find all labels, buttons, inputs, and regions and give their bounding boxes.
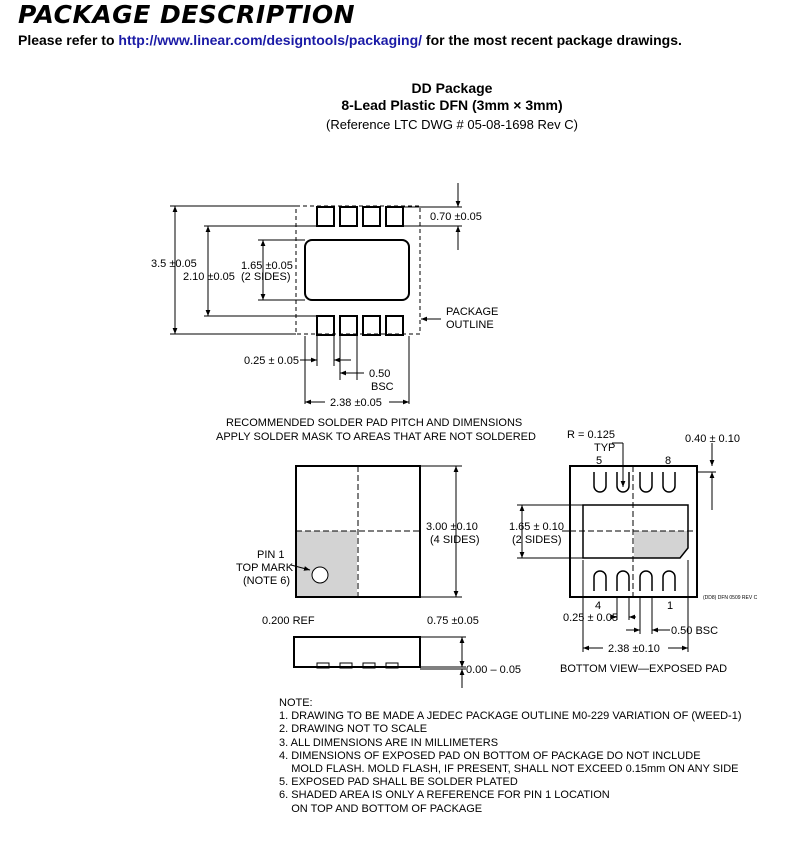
packaging-link[interactable]: http://www.linear.com/designtools/packaging/ — [118, 32, 423, 48]
dim-0-70: 0.70 ±0.05 — [430, 211, 482, 223]
dwg-code: (DD8) DFN 0509 REV C — [703, 595, 758, 601]
bottom-lower-leads — [594, 571, 675, 591]
pin1-label: PIN 1 — [257, 549, 285, 561]
side-view-body — [294, 637, 420, 667]
exposed-pad-land — [305, 240, 409, 300]
radius-label: R = 0.125 — [567, 429, 616, 441]
pin1-bottom-label: 1 — [667, 600, 674, 612]
four-sides-label: (4 SIDES) — [430, 534, 480, 546]
package-description: 8-Lead Plastic DFN (3mm × 3mm) — [341, 97, 563, 113]
note-1: 1. DRAWING TO BE MADE A JEDEC PACKAGE OUTLINE M0-229 VARIATION OF (WEED-1) — [279, 710, 742, 723]
refer-suffix: for the most recent package drawings. — [422, 32, 682, 48]
dim-0-00: 0.00 – 0.05 — [466, 664, 522, 676]
dim-2-38-bottom: 2.38 ±0.10 — [608, 643, 660, 655]
top-mark-label: TOP MARK — [236, 562, 294, 574]
bsc-label: BSC — [371, 381, 394, 393]
dim-3-5: 3.5 ±0.05 — [151, 258, 197, 270]
bottom-view-caption: BOTTOM VIEW—EXPOSED PAD — [560, 663, 728, 675]
pin4-label: 4 — [595, 600, 602, 612]
package-reference: (Reference LTC DWG # 05-08-1698 Rev C) — [326, 117, 578, 132]
dim-2-10: 2.10 ±0.05 — [183, 271, 235, 283]
note-4b: MOLD FLASH. MOLD FLASH, IF PRESENT, SHALL NOT EXCEED 0.15mm ON ANY SIDE — [279, 763, 739, 776]
pin1-mark — [312, 567, 328, 583]
two-sides-label: (2 SIDES) — [241, 271, 291, 283]
dim-0-25-bottom: 0.25 ± 0.05 — [563, 612, 618, 624]
dim-1-65-bottom: 1.65 ± 0.10 — [509, 521, 564, 533]
dim-0-50-bsc: 0.50 BSC — [671, 625, 719, 637]
note-4a: 4. DIMENSIONS OF EXPOSED PAD ON BOTTOM OF PACKAGE DO NOT INCLUDE — [279, 749, 701, 762]
page-heading: PACKAGE DESCRIPTION — [18, 0, 356, 29]
note-2: 2. DRAWING NOT TO SCALE — [279, 723, 428, 736]
dim-0-75: 0.75 ±0.05 — [427, 615, 479, 627]
package-outline-label-2: OUTLINE — [446, 319, 494, 331]
refer-prefix: Please refer to — [18, 32, 119, 48]
dim-1-65: 1.65 ±0.05 — [241, 260, 293, 272]
bottom-top-leads — [594, 472, 675, 492]
solder-caption-2: APPLY SOLDER MASK TO AREAS THAT ARE NOT SOLDERED — [216, 431, 536, 443]
pin1-shaded-pad — [634, 531, 688, 558]
pin5-label: 5 — [596, 455, 603, 467]
bottom-pads — [317, 316, 403, 335]
solder-caption-1: RECOMMENDED SOLDER PAD PITCH AND DIMENSIONS — [226, 417, 523, 429]
note-6a: 6. SHADED AREA IS ONLY A REFERENCE FOR PIN 1 LOCATION — [279, 789, 610, 802]
note-3: 3. ALL DIMENSIONS ARE IN MILLIMETERS — [279, 736, 499, 749]
pin1-shaded-area — [296, 531, 357, 597]
note-5: 5. EXPOSED PAD SHALL BE SOLDER PLATED — [279, 776, 518, 789]
note6-label: (NOTE 6) — [243, 575, 291, 587]
dim-2-38: 2.38 ±0.05 — [330, 397, 382, 409]
package-name: DD Package — [411, 80, 493, 96]
side-view — [294, 637, 466, 688]
solder-pad-view — [170, 183, 462, 404]
dim-0-50: 0.50 — [369, 368, 391, 380]
notes-block — [279, 697, 742, 816]
two-sides-bottom: (2 SIDES) — [512, 534, 562, 546]
top-pads — [317, 207, 403, 226]
solder-pad-labels — [151, 211, 536, 443]
note-6b: ON TOP AND BOTTOM OF PACKAGE — [279, 802, 483, 815]
package-outline-label: PACKAGE — [446, 306, 499, 318]
dim-0-200: 0.200 REF — [262, 615, 315, 627]
dim-3-00: 3.00 ±0.10 — [426, 521, 478, 533]
dim-0-40: 0.40 ± 0.10 — [685, 433, 740, 445]
notes-title: NOTE: — [279, 697, 313, 709]
dim-0-25: 0.25 ± 0.05 — [244, 355, 299, 367]
pin8-label: 8 — [665, 455, 672, 467]
typ-label: TYP — [594, 442, 616, 454]
